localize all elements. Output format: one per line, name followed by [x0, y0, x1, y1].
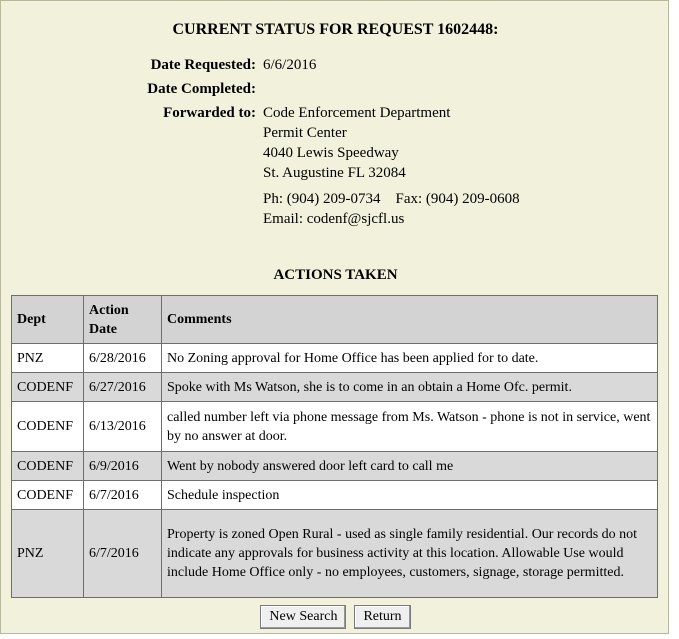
table-row: [12, 452, 658, 481]
forwarded-office: Permit Center: [263, 125, 347, 141]
row-date: 6/7/2016: [84, 481, 162, 510]
row-comment: Schedule inspection: [162, 481, 658, 510]
row-dept: PNZ: [12, 510, 84, 598]
row-comment: Went by nobody answered door left card to call me: [162, 452, 658, 481]
row-date: 6/7/2016: [84, 510, 162, 598]
row-comment: No Zoning approval for Home Office has been applied for to date.: [162, 344, 658, 373]
row-dept: CODENF: [12, 452, 84, 481]
row-dept: PNZ: [12, 344, 84, 373]
button-bar: [1, 605, 670, 629]
row-date: 6/27/2016: [84, 373, 162, 402]
row-comment: Spoke with Ms Watson, she is to come in an obtain a Home Ofc. permit.: [162, 373, 658, 402]
row-date: 6/28/2016: [84, 344, 162, 373]
forwarded-street: 4040 Lewis Speedway: [263, 145, 399, 161]
actions-title: ACTIONS TAKEN: [273, 267, 398, 283]
table-row: [12, 481, 658, 510]
table-row: [12, 510, 658, 598]
header-action-date: Action Date: [84, 296, 162, 344]
actions-table: [11, 295, 658, 598]
header-comments: Comments: [162, 296, 658, 344]
row-dept: CODENF: [12, 373, 84, 402]
return-button[interactable]: Return: [354, 605, 410, 629]
new-search-button[interactable]: New Search: [260, 605, 346, 629]
forwarded-to-label: Forwarded to:: [163, 105, 256, 121]
date-requested-value: 6/6/2016: [263, 57, 317, 73]
table-header-row: [12, 296, 658, 344]
request-info: [1, 55, 670, 255]
row-date: 6/13/2016: [84, 402, 162, 452]
row-dept: CODENF: [12, 402, 84, 452]
table-row: [12, 402, 658, 452]
row-comment: called number left via phone message from Ms. Watson - phone is not in service, went by no answer at door.: [162, 402, 658, 452]
date-completed-label: Date Completed:: [147, 81, 256, 97]
header-dept: Dept: [12, 296, 84, 344]
forwarded-phone-fax: Ph: (904) 209-0734 Fax: (904) 209-0608: [263, 191, 520, 207]
forwarded-dept: Code Enforcement Department: [263, 105, 451, 121]
row-dept: CODENF: [12, 481, 84, 510]
table-row: [12, 373, 658, 402]
row-date: 6/9/2016: [84, 452, 162, 481]
row-comment: Property is zoned Open Rural - used as single family residential. Our records do not indicate any approvals for business activity at this location. Allowable Use would include Home Office only - no employees, customers, signage, storage permitted.: [162, 510, 658, 598]
date-requested-label: Date Requested:: [150, 57, 256, 73]
page-title: CURRENT STATUS FOR REQUEST 1602448:: [172, 21, 499, 38]
forwarded-city: St. Augustine FL 32084: [263, 165, 406, 181]
forwarded-email: Email: codenf@sjcfl.us: [263, 211, 405, 227]
table-row: [12, 344, 658, 373]
